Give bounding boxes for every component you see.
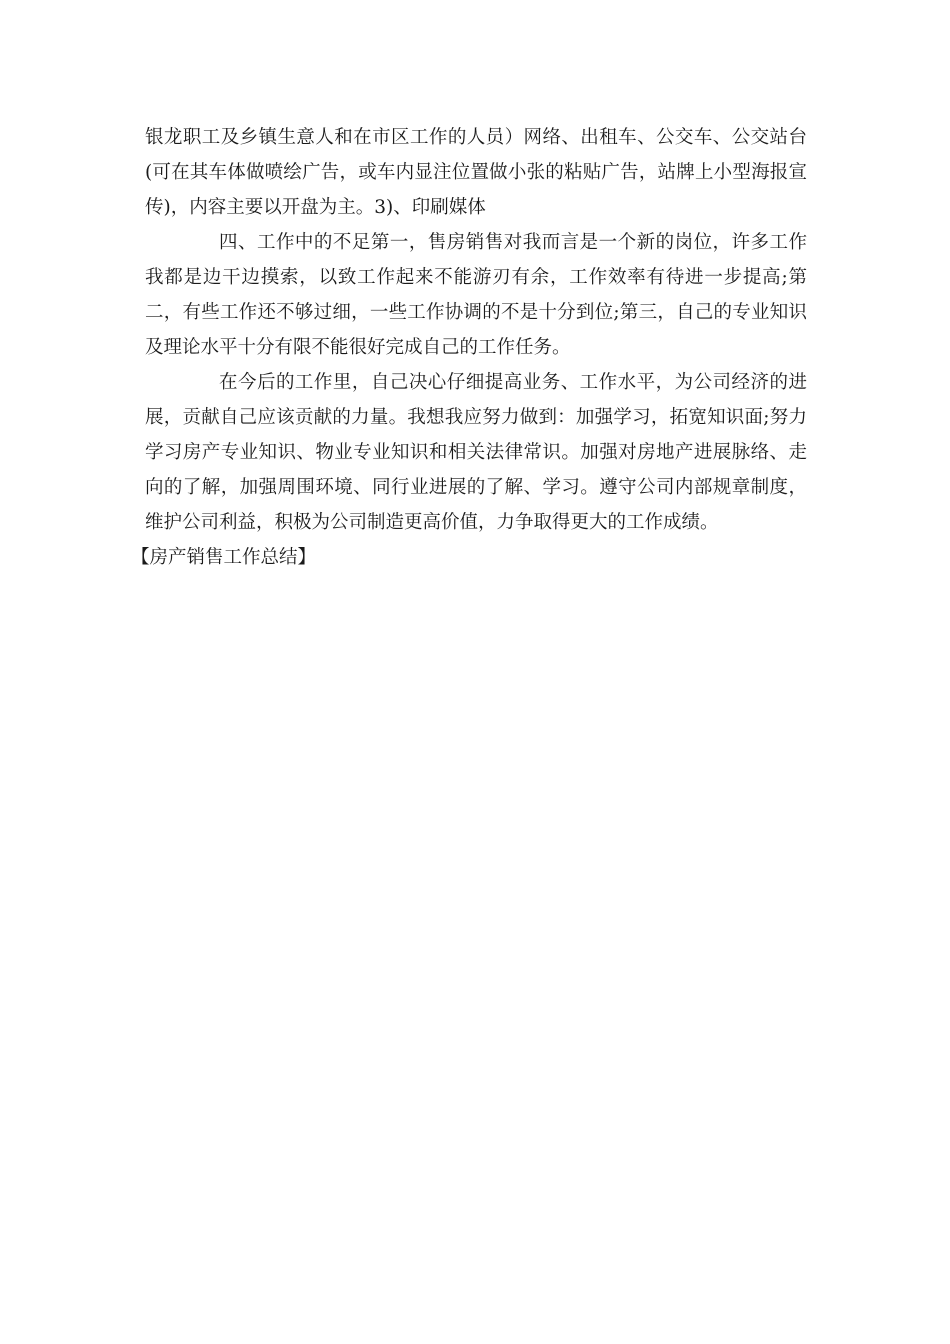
paragraph-shortcomings: 四、工作中的不足第一，售房销售对我而言是一个新的岗位，许多工作我都是边干边摸索，以致工作起来不能游刃有余，工作效率有待进一步提高;第二，有些工作还不够过细，一些工作协调的不是十分到位;第三，自己的专业知识及理论水平十分有限不能很好完成自己的工作任务。 [145, 232, 807, 358]
paragraph-continuation: 银龙职工及乡镇生意人和在市区工作的人员）网络、出租车、公交车、公交站台(可在其车体做喷绘广告，或车内显注位置做小张的粘贴广告，站牌上小型海报宣传)，内容主要以开盘为主。3)、印刷媒体 [145, 127, 807, 218]
document-closing-title: 【房产销售工作总结】 [131, 547, 317, 568]
paragraph-future-plans: 在今后的工作里，自己决心仔细提高业务、工作水平，为公司经济的进展，贡献自己应该贡献的力量。我想我应努力做到：加强学习，拓宽知识面;努力学习房产专业知识、物业专业知识和相关法律常识。加强对房地产进展脉络、走向的了解，加强周围环境、同行业进展的了解、学习。遵守公司内部规章制度，维护公司利益，积极为公司制造更高价值，力争取得更大的工作成绩。 [145, 372, 807, 533]
document-body [131, 120, 807, 575]
